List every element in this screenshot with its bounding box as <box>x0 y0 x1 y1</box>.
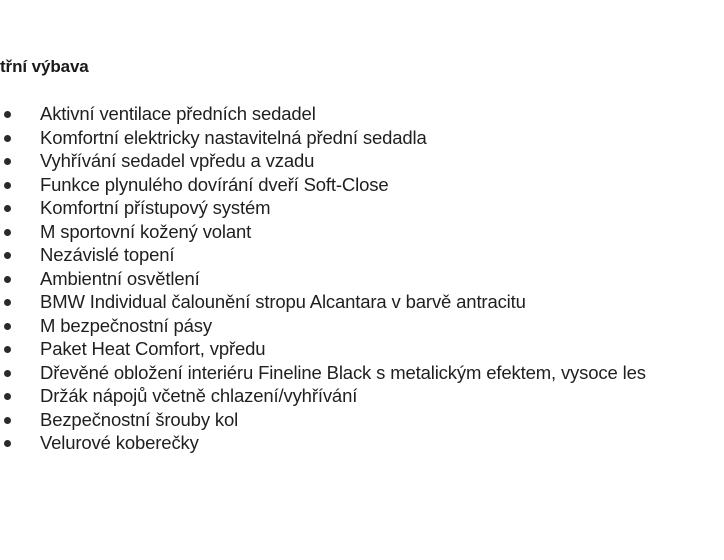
list-item <box>0 314 724 338</box>
list-item-text: Nezávislé topení <box>40 244 175 265</box>
bullet-icon <box>4 299 11 306</box>
list-item <box>0 267 724 291</box>
list-item-text: Vyhřívání sedadel vpředu a vzadu <box>40 150 315 171</box>
section-heading: třní výbava <box>0 57 89 76</box>
list-item <box>0 384 724 408</box>
list-item <box>0 102 724 126</box>
equipment-list <box>0 102 724 455</box>
list-item <box>0 220 724 244</box>
bullet-icon <box>4 323 11 330</box>
list-item-text: Bezpečnostní šrouby kol <box>40 408 239 430</box>
list-item <box>0 337 724 361</box>
list-item-text: Funkce plynulého dovírání dveří Soft-Close <box>40 173 389 195</box>
bullet-icon <box>4 370 11 377</box>
list-item-text: Velurové koberečky <box>40 432 199 453</box>
list-item-text: M sportovní kožený volant <box>40 220 252 242</box>
bullet-icon <box>4 276 11 283</box>
bullet-icon <box>4 252 11 259</box>
list-item-text: M bezpečnostní pásy <box>40 314 212 336</box>
bullet-icon <box>4 111 11 118</box>
list-item <box>0 408 724 432</box>
bullet-icon <box>4 205 11 212</box>
list-item-text: Aktivní ventilace předních sedadel <box>40 103 316 124</box>
list-item <box>0 361 724 385</box>
list-item-text: Komfortní elektricky nastavitelná přední sedadla <box>40 126 427 148</box>
bullet-icon <box>4 135 11 142</box>
bullet-icon <box>4 440 11 447</box>
list-item-text: Paket Heat Comfort, vpředu <box>40 338 266 359</box>
list-item <box>0 173 724 197</box>
bullet-icon <box>4 417 11 424</box>
list-item <box>0 126 724 150</box>
list-item-text: Držák nápojů včetně chlazení/vyhřívání <box>40 385 358 406</box>
bullet-icon <box>4 346 11 353</box>
list-item <box>0 196 724 220</box>
list-item <box>0 149 724 173</box>
list-item <box>0 290 724 314</box>
list-item-text: BMW Individual čalounění stropu Alcantara v barvě antracitu <box>40 291 526 312</box>
bullet-icon <box>4 229 11 236</box>
bullet-icon <box>4 182 11 189</box>
bullet-icon <box>4 158 11 165</box>
list-item-text: Komfortní přístupový systém <box>40 197 271 218</box>
list-item-text: Ambientní osvětlení <box>40 267 200 289</box>
list-item <box>0 243 724 267</box>
bullet-icon <box>4 393 11 400</box>
list-item-text: Dřevěné obložení interiéru Fineline Black s metalickým efektem, vysoce les <box>40 361 646 383</box>
list-item <box>0 431 724 455</box>
